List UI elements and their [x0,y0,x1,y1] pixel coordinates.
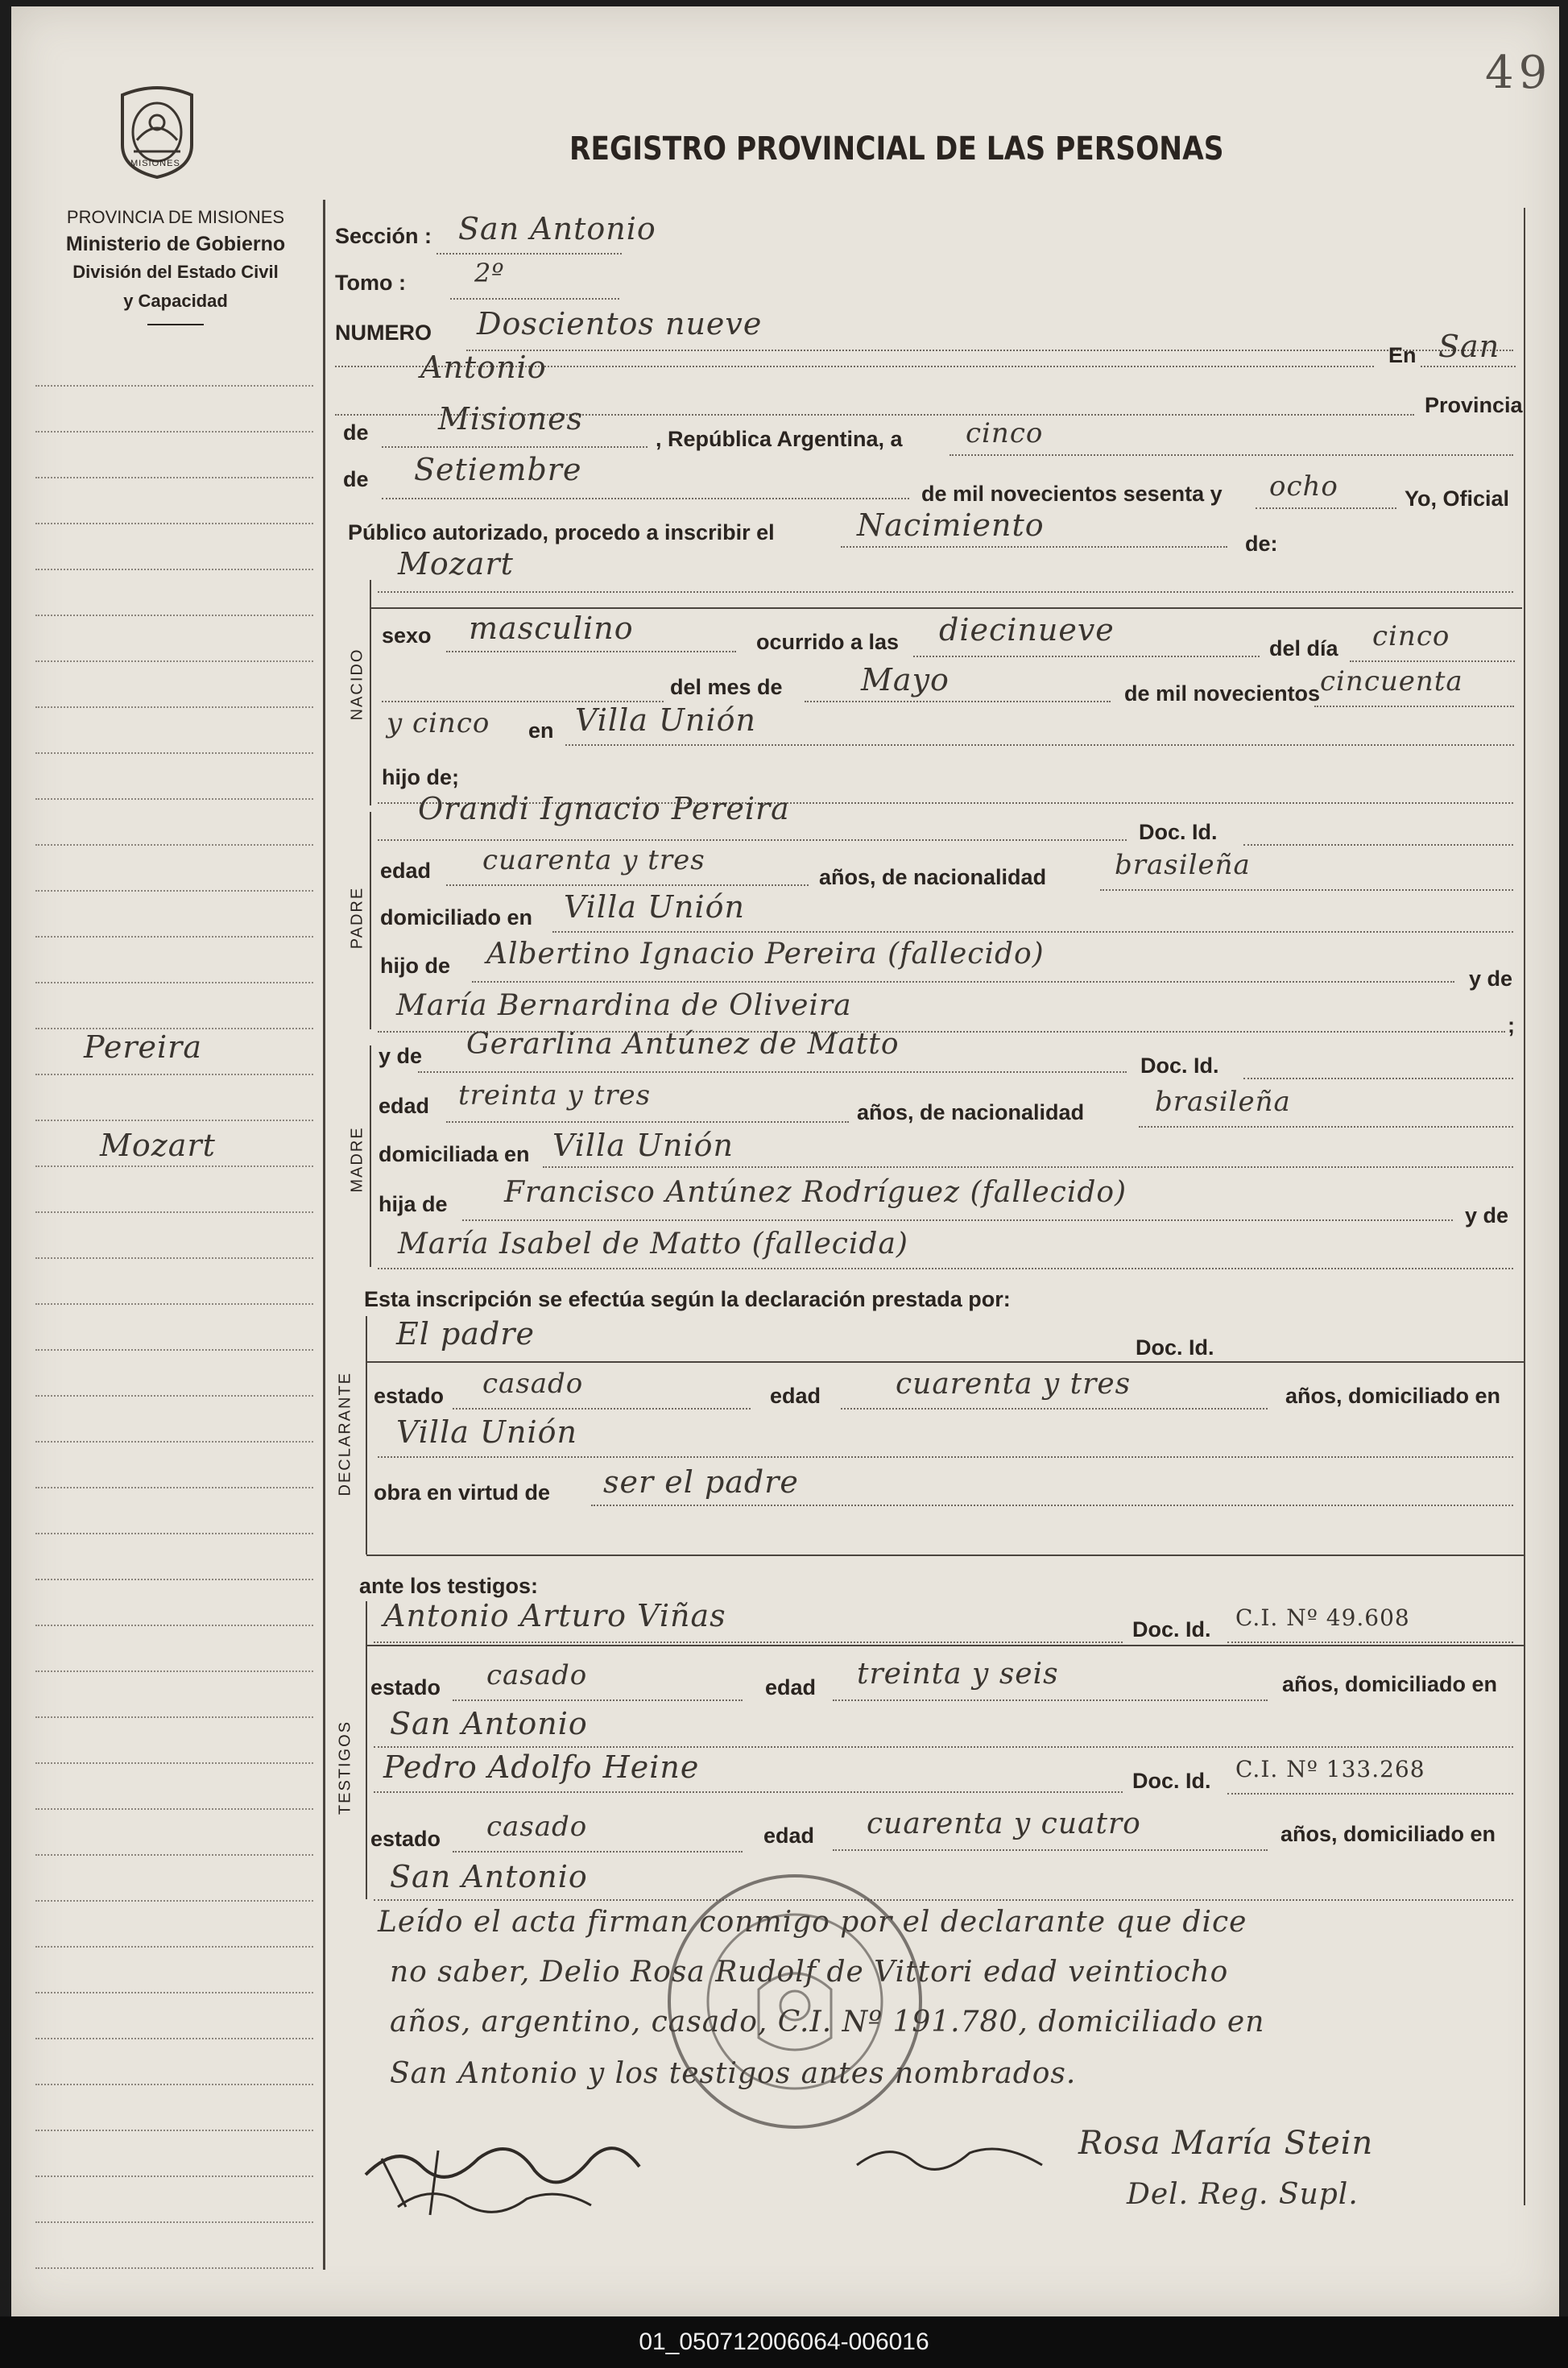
margin-rule-line [35,1487,313,1488]
madre-dom-label: domiciliada en [379,1142,530,1166]
sexo-label: sexo [382,623,432,648]
padre-padre-value: Albertino Ignacio Pereira (fallecido) [486,938,1045,971]
archive-footer-id: 01_050712006064-006016 [0,2316,1568,2368]
margin-rule-line [35,1165,313,1167]
anio-nac-value-2: y cinco [387,707,490,739]
margin-rule-line [35,890,313,892]
decl-edad-label: edad [770,1384,821,1408]
madre-edad-value: treinta y tres [458,1079,652,1112]
margin-rule-line [35,798,313,800]
t1-edad-value: treinta y seis [857,1658,1059,1691]
inscripcion-label: Esta inscripción se efectúa según la declaración prestada por: [364,1287,1011,1311]
madre-hija-label: hija de [379,1192,448,1216]
provincia-value: Misiones [438,401,584,437]
margin-surname: Pereira [84,1029,202,1065]
madre-madre-dots [378,1268,1513,1269]
mes-nac-value: Mayo [861,662,949,698]
section-label-nacido: NACIDO [348,648,366,721]
numero-value: Doscientos nueve [477,306,763,342]
margin-rule-line [35,1303,313,1305]
republica-label: , República Argentina, a [656,427,903,451]
division-name: División del Estado Civil [72,262,279,282]
section-label-padre: PADRE [348,886,366,950]
margin-rule-line [35,1762,313,1764]
padre-nac-dots [1100,889,1513,891]
madre-doc-label: Doc. Id. [1140,1054,1219,1078]
madre-dom-value: Villa Unión [552,1128,734,1163]
t1-nombre-dots [374,1641,1123,1643]
margin-rule-line [35,1257,313,1259]
mes-value: Setiembre [414,452,582,487]
madre-edad-dots [446,1121,849,1123]
nacido-bracket [370,580,371,805]
t1-doc-label: Doc. Id. [1132,1617,1211,1641]
t2-nombre-dots [374,1791,1123,1793]
page-title: REGISTRO PROVINCIAL DE LAS PERSONAS [569,130,1224,168]
right-frame-line [1524,208,1525,2205]
sidebar-heading [23,205,329,325]
margin-rule-line [35,2267,313,2269]
en-dots-2 [1421,366,1516,367]
left-frame-line [323,200,325,2270]
margin-rule-line [35,1716,313,1718]
nombre-dots [378,591,1513,593]
madre-nombre-dots [418,1071,1127,1073]
padre-yde-label: y de [1469,967,1513,991]
t1-estado-dots [453,1699,743,1701]
dia-value: cinco [966,417,1044,449]
official-stamp [662,1869,928,2134]
decl-doc-label: Doc. Id. [1136,1335,1214,1360]
mes-dots [382,498,909,499]
padre-hijo-label: hijo de [380,954,450,978]
en-label: En [1388,343,1417,367]
page-number: 49 [1485,47,1553,99]
margin-rule-line [35,1395,313,1397]
madre-yde-label: y de [379,1044,423,1068]
anio-value: ocho [1269,470,1338,503]
t2-dom-value: San Antonio [390,1859,588,1894]
decl-dom-value: Villa Unión [396,1414,577,1450]
t2-anos-label: años, domiciliado en [1280,1822,1496,1846]
anio-nac-dots [1314,706,1514,707]
margin-rule-line [35,2175,313,2177]
seccion-label: Sección : [335,224,432,248]
closing-line-1: Leído el acta firman conmigo por el declarante que dice [378,1906,1247,1939]
seccion-value: San Antonio [458,211,656,246]
section-label-madre: MADRE [348,1126,366,1193]
dia-nac-dots [1350,660,1515,662]
del-mes-label: del mes de [670,675,783,699]
margin-rule-line [35,1900,313,1902]
margin-rule-line [35,615,313,616]
de-label-1: de [343,420,369,445]
margin-rule-line [35,1670,313,1672]
t2-edad-dots [833,1849,1268,1851]
t2-estado-value: casado [486,1811,588,1843]
acto-dots [841,546,1227,548]
closing-line-4: San Antonio y los testigos antes nombrados. [390,2057,1077,2090]
hora-value: diecinueve [939,612,1115,648]
t2-dom-dots [374,1899,1513,1901]
margin-rule-line [35,1349,313,1351]
section-label-testigos: TESTIGOS [336,1720,354,1815]
margin-rule-line [35,569,313,570]
closing-line-2: no saber, Delio Rosa Rudolf de Vittori edad veintiocho [390,1956,1229,1989]
dia-nac-value: cinco [1372,620,1450,652]
numero-dots [466,350,1513,351]
de-mil-novecientos-label: de mil novecientos [1124,681,1321,706]
madre-edad-label: edad [379,1094,430,1118]
dia-dots [949,454,1513,456]
t2-doc-dots [1227,1793,1513,1795]
decl-anos-label: años, domiciliado en [1285,1384,1501,1408]
provincia-label: Provincia [1425,393,1523,417]
ocurrido-label: ocurrido a las [756,630,900,654]
padre-nombre-value: Orandi Ignacio Pereira [418,791,790,826]
acto-value: Nacimiento [857,507,1045,543]
t2-doc-value: C.I. Nº 133.268 [1235,1756,1425,1782]
heading-underline [147,324,204,325]
decl-obra-label: obra en virtud de [374,1480,551,1505]
t1-estado-value: casado [486,1659,588,1691]
madre-padre-value: Francisco Antúnez Rodríguez (fallecido) [504,1176,1127,1209]
t2-edad-value: cuarenta y cuatro [867,1807,1141,1840]
madre-dom-dots [543,1166,1513,1168]
sexo-value: masculino [469,611,634,646]
margin-rule-line [35,1074,313,1075]
province-name: PROVINCIA DE MISIONES [66,207,285,227]
provincia-dots [382,446,647,448]
anio-dots [1256,507,1396,509]
declarante-value: El padre [396,1316,535,1352]
madre-yde2-label: y de [1465,1203,1509,1227]
crest-label: MISIONES [130,159,180,168]
madre-madre-value: María Isabel de Matto (fallecida) [398,1227,908,1261]
nombre-value: Mozart [398,546,514,582]
section-label-declarante: DECLARANTE [336,1372,354,1497]
lugar-nac-value: Villa Unión [575,702,756,738]
t1-line [366,1645,1524,1646]
t2-estado-label: estado [370,1827,441,1851]
decl-edad-value: cuarenta y tres [896,1368,1132,1401]
t2-nombre-value: Pedro Adolfo Heine [383,1749,700,1785]
margin-rule-line [35,1579,313,1580]
t1-anos-label: años, domiciliado en [1282,1672,1498,1696]
t1-edad-dots [833,1699,1268,1701]
decl-virtud-dots [591,1505,1513,1506]
t2-edad-label: edad [763,1824,815,1848]
official-title: Del. Reg. Supl. [1127,2178,1359,2211]
padre-doc-label: Doc. Id. [1139,820,1218,844]
provincial-crest [118,84,197,179]
publico-label: Público autorizado, procedo a inscribir el [348,520,775,544]
margin-rule-line [35,752,313,754]
en-place-line2: Antonio [420,350,547,385]
margin-rule-line [35,660,313,662]
margin-rule-line [35,1533,313,1534]
margin-rule-line [35,1946,313,1948]
ante-testigos-label: ante los testigos: [359,1574,539,1598]
margin-rule-line [35,1211,313,1213]
numero-label: NUMERO [335,321,432,345]
hijo-de-label: hijo de; [382,765,459,789]
madre-doc-dots [1243,1078,1513,1079]
yo-oficial-label: Yo, Oficial [1405,486,1510,511]
madre-nac-value: brasileña [1155,1086,1291,1118]
tomo-label: Tomo : [335,271,406,295]
margin-rule-line [35,1992,313,1993]
margin-rule-line [35,1625,313,1626]
margin-rule-line [35,982,313,983]
madre-nac-dots [1139,1126,1513,1128]
margin-rule-line [35,1808,313,1810]
padre-dom-value: Villa Unión [564,889,745,925]
padre-bracket [370,812,371,1029]
margin-rule-line [35,523,313,524]
t1-nombre-value: Antonio Arturo Viñas [383,1598,726,1633]
margin-rule-line [35,706,313,708]
margin-rule-line [35,1854,313,1856]
official-signature: Rosa María Stein [1078,2125,1374,2162]
nacido-top-line [370,607,1522,609]
lugar-nac-dots [565,744,1514,746]
t2-doc-label: Doc. Id. [1132,1769,1211,1793]
padre-nombre-dots [378,839,1127,841]
margin-rule-line [35,2130,313,2131]
decl-estado-dots [453,1408,751,1410]
margin-rule-line [35,2221,313,2223]
t1-estado-label: estado [370,1675,441,1699]
margin-rule-line [35,477,313,478]
t1-dom-dots [374,1746,1513,1748]
signature-declarant [849,2117,1058,2189]
anio-nac-value: cincuenta [1320,665,1463,698]
de-label-2: de [343,467,369,491]
t1-doc-dots [1227,1641,1513,1643]
decl-dom-dots [378,1456,1513,1458]
margin-rule-line [35,936,313,938]
madre-bracket [370,1045,371,1267]
tomo-value: 2º [474,258,505,288]
closing-line-3: años, argentino, casado, C.I. Nº 191.780, domiciliado en [390,2006,1265,2039]
del-dia-label: del día [1269,636,1338,660]
padre-semicolon: ; [1508,1013,1515,1037]
de-mil-sesenta-label: de mil novecientos sesenta y [921,482,1223,506]
padre-anos-label: años, de nacionalidad [819,865,1047,889]
padre-dom-dots [552,931,1513,933]
padre-nac-value: brasileña [1115,849,1251,881]
sexo-dots [446,651,736,652]
decl-estado-label: estado [374,1384,445,1408]
hora-dots [913,656,1260,657]
de-colon-label: de: [1245,532,1278,556]
t1-doc-value: C.I. Nº 49.608 [1235,1604,1410,1631]
mes-nac-dots [805,701,1111,702]
madre-anos-label: años, de nacionalidad [857,1100,1085,1124]
document-page [11,6,1559,2316]
padre-edad-label: edad [380,859,432,883]
declarante-line [366,1361,1524,1363]
madre-nombre-value: Gerarlina Antúnez de Matto [466,1028,900,1061]
t2-estado-dots [453,1851,743,1853]
margin-rule-line [35,385,313,387]
declarante-bottom-line [366,1555,1524,1556]
capacity-name: y Capacidad [123,291,228,311]
padre-edad-dots [446,884,809,886]
padre-padre-dots [472,981,1454,983]
en-place: San [1438,329,1500,364]
tomo-dots [450,298,619,300]
padre-madre-value: María Bernardina de Oliveira [396,989,852,1022]
ministry-name: Ministerio de Gobierno [65,233,286,255]
margin-name: Mozart [100,1128,216,1163]
decl-virtud-value: ser el padre [603,1464,799,1500]
padre-dom-label: domiciliado en [380,905,533,929]
padre-doc-dots [1243,844,1513,846]
signature-witness [350,2110,688,2231]
en-nac-label: en [528,718,554,743]
decl-edad-dots [841,1408,1268,1410]
margin-rule-line [35,1441,313,1443]
declarante-bracket [366,1316,367,1555]
madre-padre-dots [462,1219,1453,1221]
margin-rule-line [35,2038,313,2039]
margin-rule-line [35,431,313,433]
decl-estado-value: casado [482,1368,584,1400]
padre-edad-value: cuarenta y tres [482,844,705,876]
margin-rule-line [35,844,313,846]
margin-rule-line [35,2084,313,2085]
margin-rule-line [35,1120,313,1121]
seccion-dots [436,253,622,255]
t1-edad-label: edad [765,1675,817,1699]
t1-dom-value: San Antonio [390,1706,588,1741]
